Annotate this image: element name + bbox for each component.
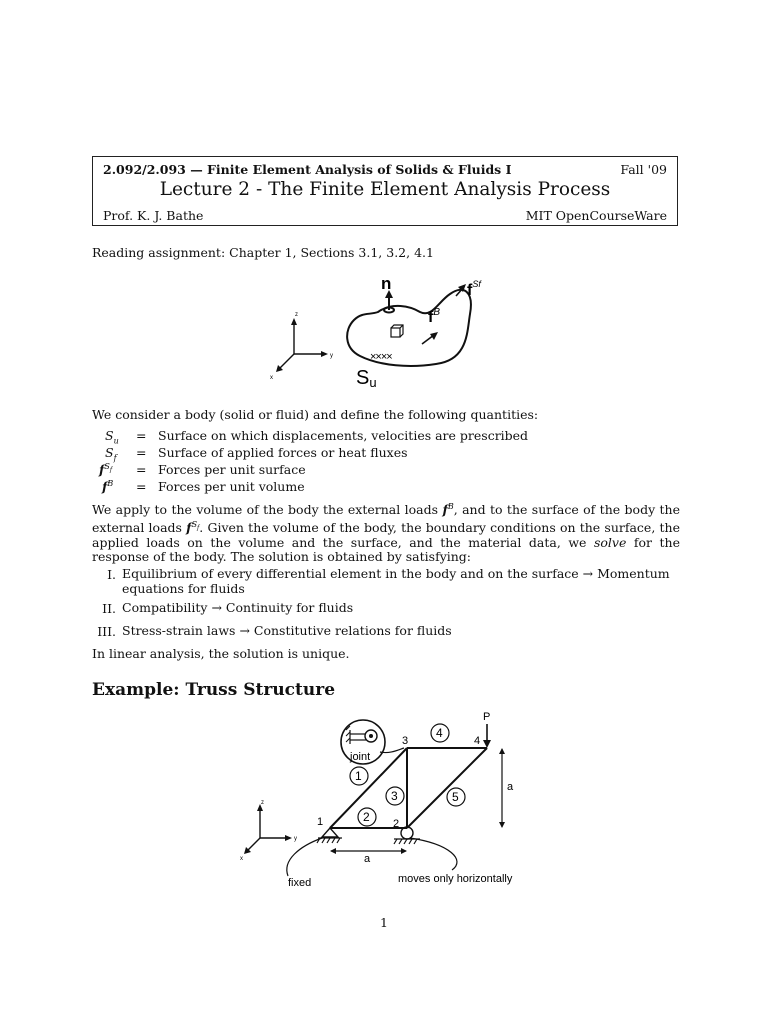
node-label: 4 (474, 735, 481, 747)
element-label: 3 (391, 789, 398, 803)
list-number: III. (97, 624, 116, 639)
body-loads-figure (260, 272, 520, 392)
roller-label: moves only horizontally (398, 873, 513, 885)
truss-axis-y: y (294, 836, 297, 842)
truss-axes (246, 808, 288, 852)
support-marks: ×××× (370, 351, 392, 363)
normal-label: n (381, 274, 392, 293)
reading-assignment: Reading assignment: Chapter 1, Sections 3.1, 3.2, 4.1 (92, 245, 434, 260)
fixed-label: fixed (288, 877, 312, 889)
list-number: II. (102, 601, 116, 616)
def-text-fsf: Forces per unit surface (158, 462, 306, 477)
professor-name: Prof. K. J. Bathe (103, 208, 204, 223)
list-item: Stress-strain laws → Constitutive relations for fluids (122, 623, 452, 638)
node-label: 2 (393, 818, 400, 830)
def-text-su: Surface on which displacements, velocities are prescribed (158, 428, 529, 443)
course-title: 2.092/2.093 — Finite Element Analysis of Solids & Fluids I (103, 162, 512, 177)
page-number: 1 (380, 915, 388, 930)
def-text-sf: Surface of applied forces or heat fluxes (158, 445, 408, 460)
list-item: Equilibrium of every differential element in the body and on the surface → Momentum equations for fluids (122, 566, 670, 596)
term-label: Fall '09 (620, 162, 667, 177)
axis-y-label: y (330, 353, 333, 359)
load-label: P (483, 711, 491, 723)
def-eq: = (136, 445, 147, 460)
element-label: 4 (436, 726, 443, 740)
support-label: Su (356, 367, 377, 390)
lecture-title: Lecture 2 - The Finite Element Analysis Process (159, 179, 611, 200)
section-title: Example: Truss Structure (92, 680, 336, 700)
pin-support (322, 828, 338, 837)
def-eq: = (136, 462, 147, 477)
element-label: 2 (363, 810, 370, 824)
node-label: 3 (402, 735, 409, 747)
def-symbol-sf: $S_f$ (105, 445, 117, 463)
def-symbol-su: $S_u$ (105, 428, 119, 446)
def-eq: = (136, 479, 147, 494)
node-label: 1 (317, 816, 324, 828)
axis-z-label: z (295, 312, 298, 318)
source-label: MIT OpenCourseWare (525, 208, 667, 223)
list-item: Compatibility → Continuity for fluids (122, 600, 354, 615)
lecture-header (92, 156, 678, 226)
def-text-fb: Forces per unit volume (158, 479, 305, 494)
dimension-label: a (364, 853, 371, 865)
truss-axis-x: x (240, 856, 243, 862)
joint-label: joint (350, 751, 371, 763)
body-force-label: $f^B$ (428, 307, 440, 326)
truss-figure (230, 710, 550, 895)
dimension-label: a (507, 781, 514, 793)
normal-vector (384, 296, 394, 313)
element-label: 5 (452, 790, 459, 804)
differential-element (391, 325, 403, 337)
truss-axis-z: z (261, 800, 264, 806)
coordinate-axes (278, 322, 324, 370)
def-symbol-fb: $f^B$ (102, 479, 114, 495)
intro-text: We consider a body (solid or fluid) and define the following quantities: (92, 407, 539, 422)
def-eq: = (136, 428, 147, 443)
surface-force-label: $f^{Sf}$ (467, 279, 481, 299)
linear-note: In linear analysis, the solution is unique. (92, 646, 350, 661)
element-label: 1 (355, 769, 362, 783)
list-number: I. (107, 567, 116, 582)
body-outline (347, 290, 471, 366)
body-paragraph: We apply to the volume of the body the external loads $f^B$, and to the surface of the body the external loads $f^{S_f}$. Given the volume of the body, the boundary conditions on the surface, the applied loads on the volume and the surface, and the material data, we solve for the response of the body. The solution is obtained by satisfying: (92, 502, 681, 565)
axis-x-label: x (270, 375, 273, 381)
def-symbol-fsf: $f^{S_f}$ (99, 462, 113, 478)
ground-hatch (394, 839, 420, 844)
